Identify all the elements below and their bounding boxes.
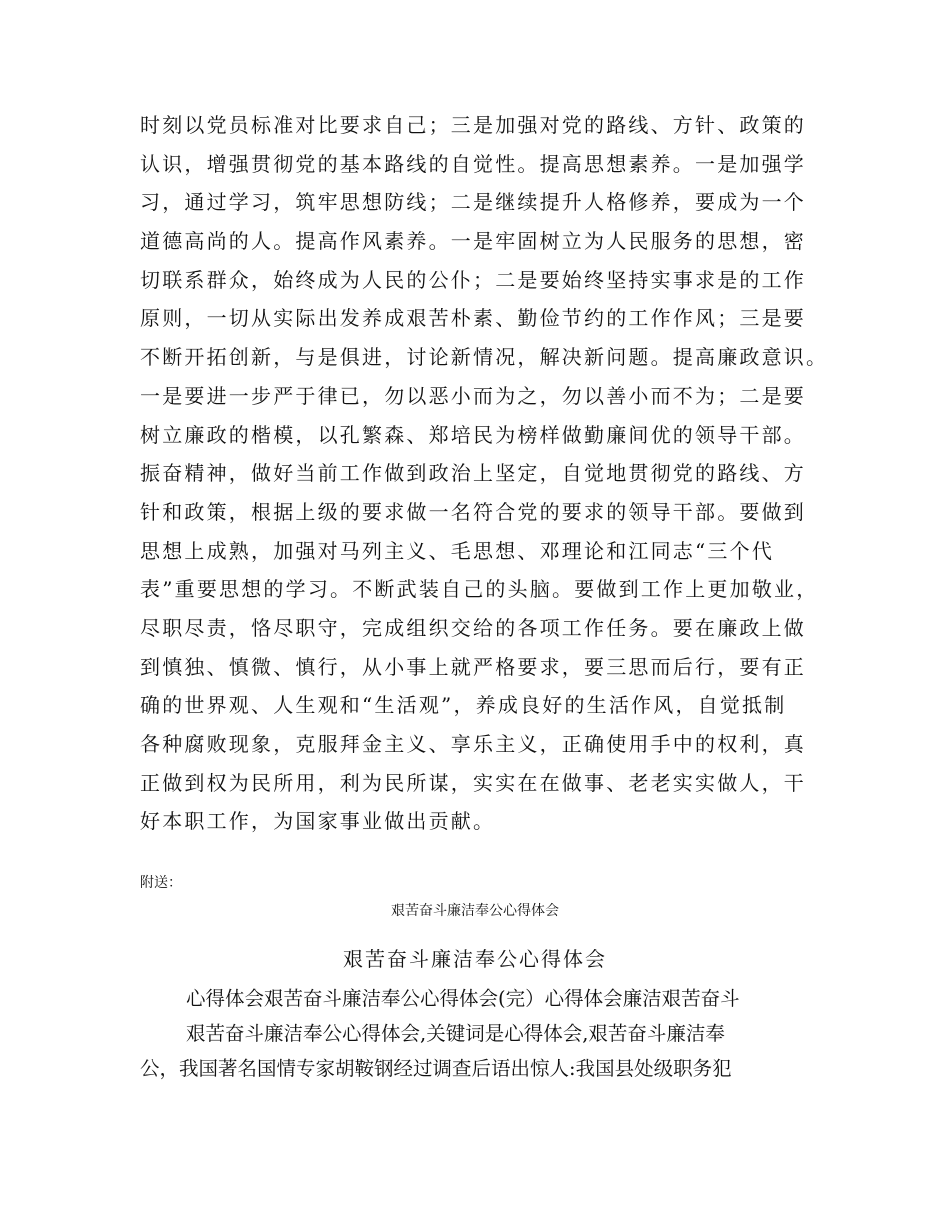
body-line: 表”重要思想的学习。不断武装自己的头脑。要做到工作上更加敬业， [140, 577, 819, 602]
body-line: 道德高尚的人。提高作风素养。一是牢固树立为人民服务的思想，密 [140, 229, 806, 254]
body-line: 各种腐败现象，克服拜金主义、享乐主义，正确使用手中的权利，真 [140, 732, 806, 756]
attachment-line: 心得体会艰苦奋斗廉洁奉公心得体会(完）心得体会廉洁艰苦奋斗 [186, 987, 740, 1010]
body-line: 确的世界观、人生观和“生活观”，养成良好的生活作风，自觉抵制 [140, 693, 787, 718]
attachment-line: 公，我国著名国情专家胡鞍钢经过调查后语出惊人:我国县处级职务犯 [140, 1057, 732, 1080]
body-text [140, 106, 829, 841]
body-line: 切联系群众，始终成为人民的公仆；二是要始终坚持实事求是的工作 [140, 267, 806, 292]
body-line: 不断开拓创新，与是俱进，讨论新情况，解决新问题。提高廉政意识。 [140, 345, 829, 370]
attachment-title: 艰苦奋斗廉洁奉公心得体会 [343, 947, 607, 971]
body-line: 认识，增强贯彻党的基本路线的自觉性。提高思想素养。一是加强学 [140, 151, 806, 176]
body-line: 原则，一切从实际出发养成艰苦朴素、勤俭节约的工作作风；三是要 [140, 306, 806, 331]
attachment-body [140, 981, 820, 1086]
attachment-line: 艰苦奋斗廉洁奉公心得体会,关键词是心得体会,艰苦奋斗廉洁奉 [186, 1022, 725, 1045]
body-line: 好本职工作，为国家事业做出贡献。 [140, 809, 496, 834]
body-line: 正做到权为民所用，利为民所谋，实实在在做事、老老实实做人，干 [140, 770, 806, 795]
body-line: 到慎独、慎微、慎行，从小事上就严格要求，要三思而后行，要有正 [140, 654, 806, 679]
body-line: 时刻以党员标准对比要求自己；三是加强对党的路线、方针、政策的 [140, 113, 806, 137]
body-line: 尽职尽责，恪尽职守，完成组织交给的各项工作任务。要在廉政上做 [140, 615, 806, 640]
body-line: 振奋精神，做好当前工作做到政治上坚定，自觉地贯彻党的路线、方 [140, 461, 806, 486]
attachment-sub-heading: 艰苦奋斗廉洁奉公心得体会 [391, 903, 559, 919]
body-line: 树立廉政的楷模，以孔繁森、郑培民为榜样做勤廉间优的领导干部。 [140, 422, 806, 447]
body-line: 思想上成熟，加强对马列主义、毛思想、邓理论和江同志“三个代 [140, 538, 775, 563]
body-line: 针和政策，根据上级的要求做一名符合党的要求的领导干部。要做到 [140, 499, 806, 524]
attachment-label: 附送： [140, 875, 182, 891]
body-line: 习，通过学习，筑牢思想防线；二是继续提升人格修养，要成为一个 [140, 190, 806, 215]
body-line: 一是要进一步严于律已，勿以恶小而为之，勿以善小而不为；二是要 [140, 383, 806, 408]
